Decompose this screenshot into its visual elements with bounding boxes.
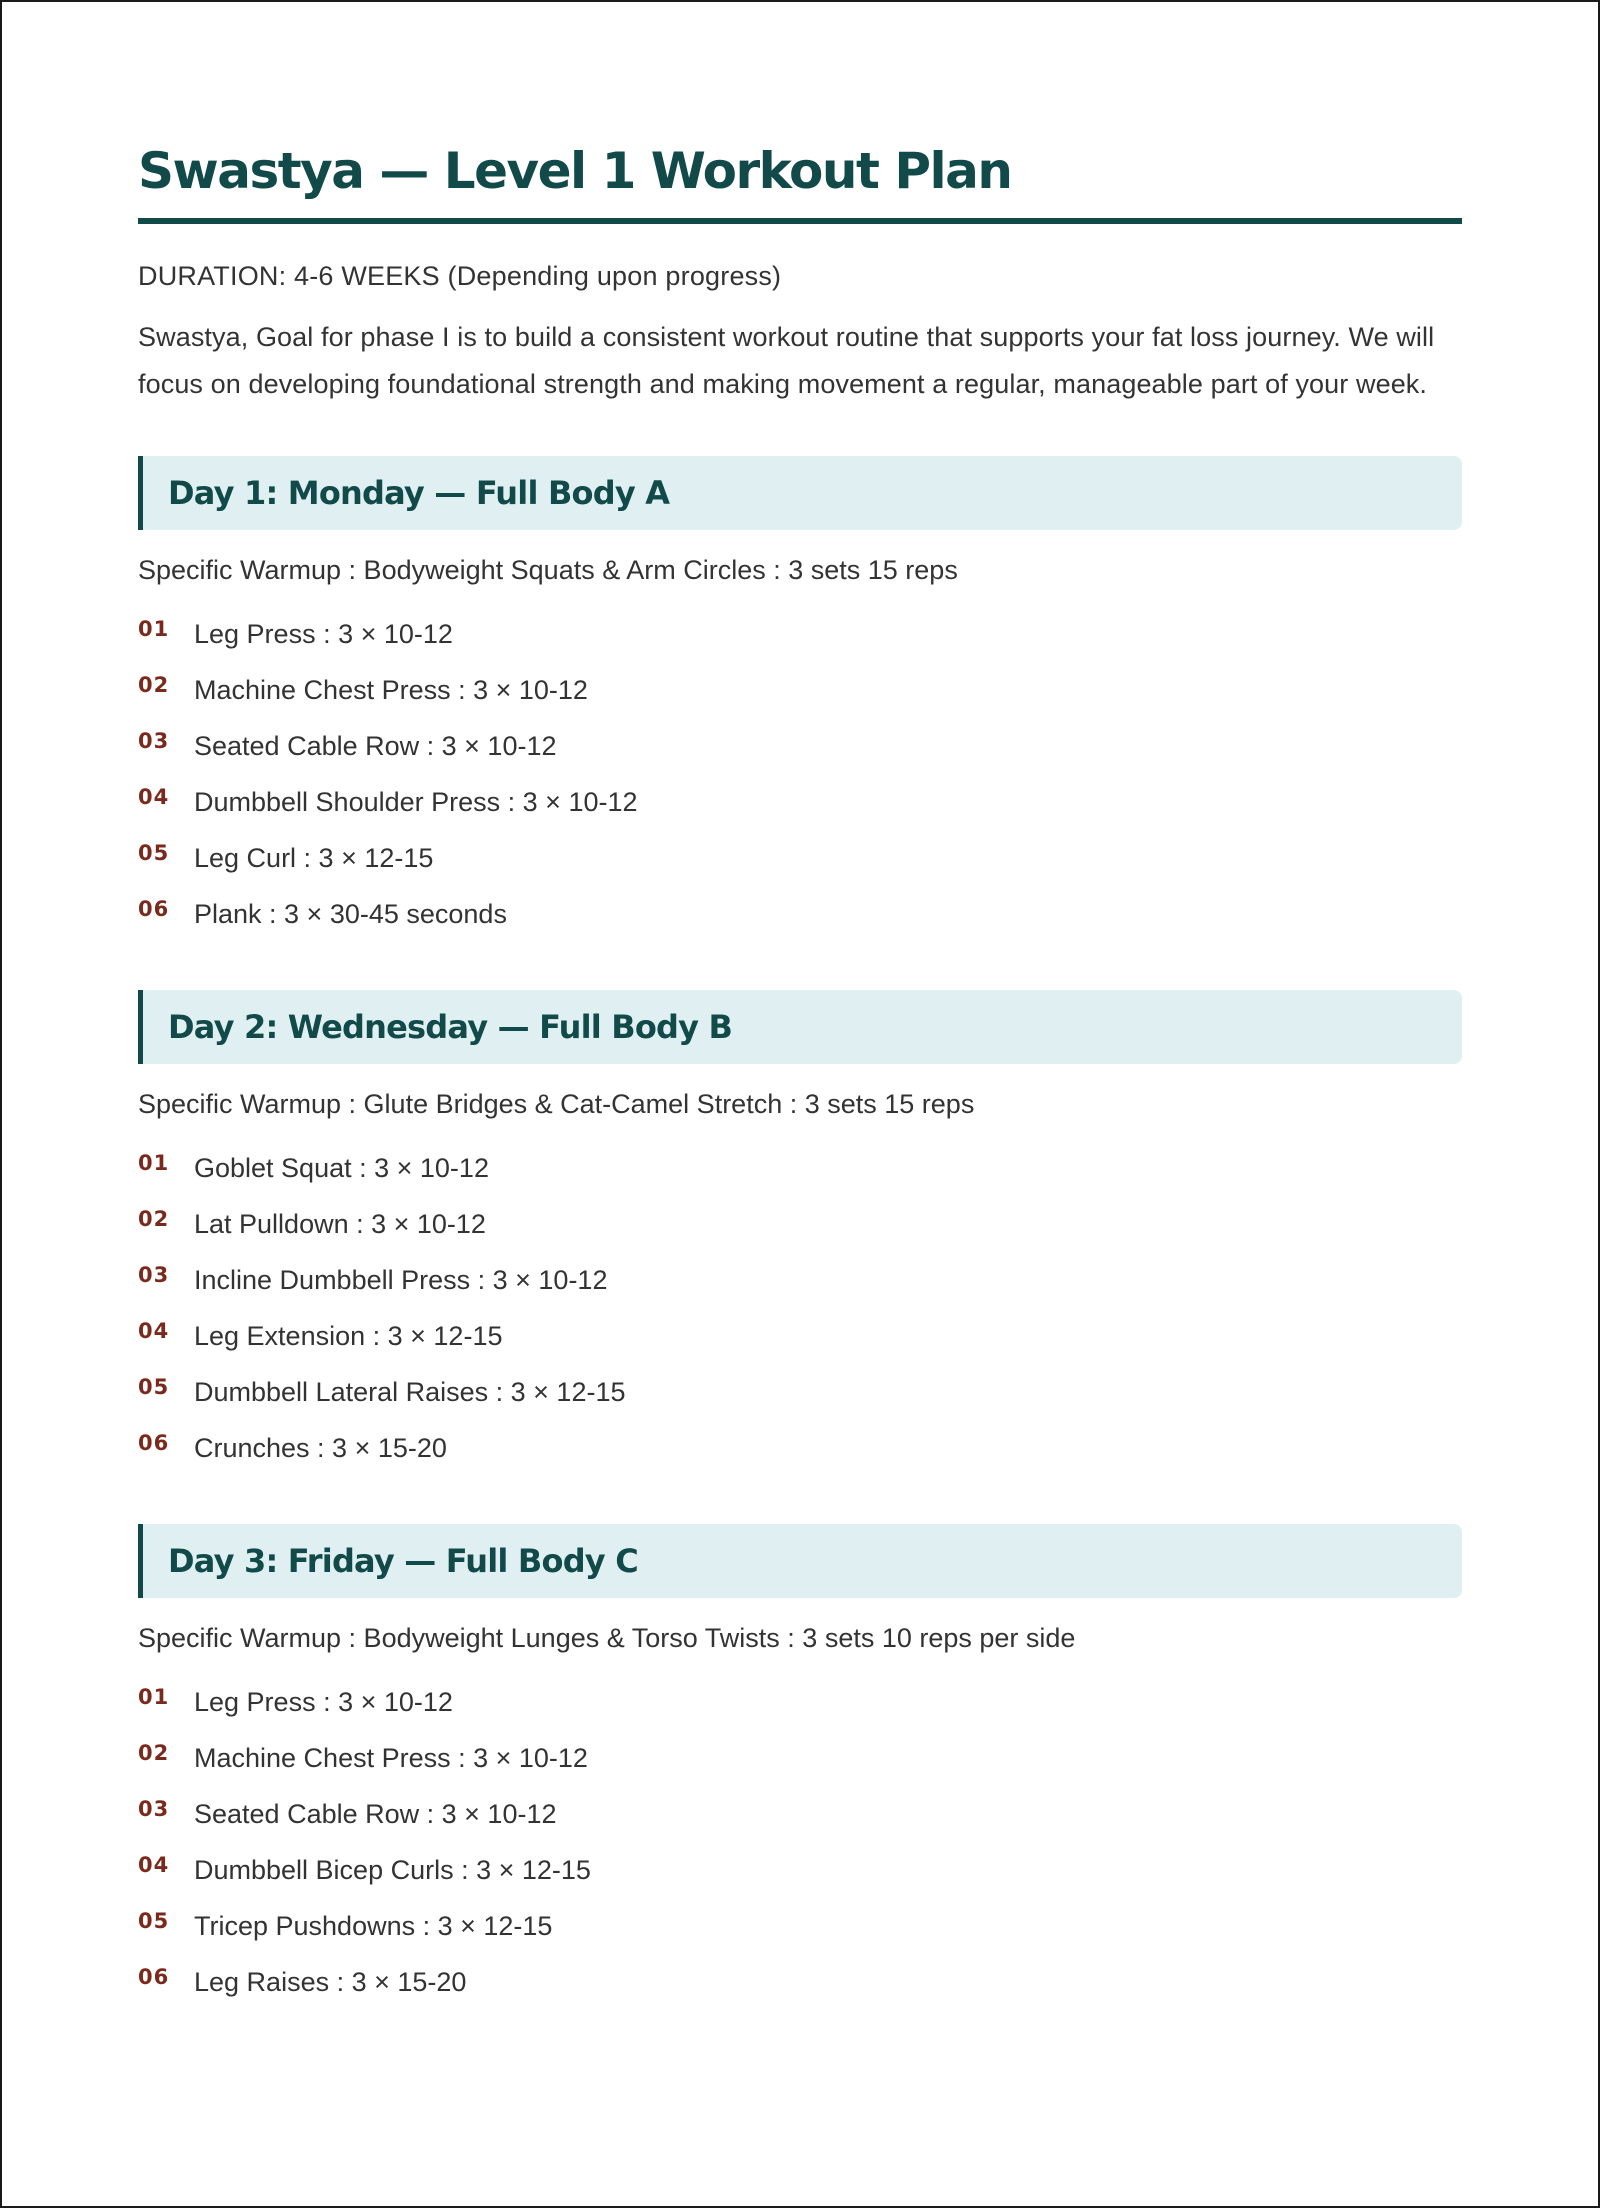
exercise-text: Tricep Pushdowns : 3 × 12-15 bbox=[194, 1910, 553, 1941]
document-content bbox=[138, 130, 1462, 2010]
exercise-number: 01 bbox=[138, 1685, 170, 1709]
exercise-text: Plank : 3 × 30-45 seconds bbox=[194, 898, 507, 929]
exercise-item bbox=[138, 718, 1462, 774]
exercise-number: 05 bbox=[138, 841, 170, 865]
exercise-number: 03 bbox=[138, 729, 170, 753]
exercise-number: 04 bbox=[138, 1853, 170, 1877]
exercise-text: Leg Curl : 3 × 12-15 bbox=[194, 842, 434, 873]
exercise-number: 06 bbox=[138, 1431, 170, 1455]
day-section-1 bbox=[138, 456, 1462, 942]
exercise-text: Seated Cable Row : 3 × 10-12 bbox=[194, 730, 557, 761]
warmup-text: Specific Warmup : Glute Bridges & Cat-Camel Stretch : 3 sets 15 reps bbox=[138, 1089, 975, 1119]
day-header bbox=[138, 990, 1462, 1064]
exercise-item bbox=[138, 1420, 1462, 1476]
exercise-item bbox=[138, 1674, 1462, 1730]
exercise-text: Leg Press : 3 × 10-12 bbox=[194, 618, 453, 649]
intro-paragraph: Swastya, Goal for phase I is to build a consistent workout routine that supports your fat loss journey. We will focus on developing foundational strength and making movement a regular, manageable part of your week. bbox=[138, 322, 1435, 399]
exercise-list bbox=[138, 606, 1462, 942]
page-title: Swastya — Level 1 Workout Plan bbox=[138, 142, 1012, 200]
duration-text: DURATION: 4-6 WEEKS (Depending upon progress) bbox=[138, 261, 782, 291]
exercise-item bbox=[138, 1252, 1462, 1308]
exercise-text: Dumbbell Bicep Curls : 3 × 12-15 bbox=[194, 1854, 591, 1885]
exercise-number: 02 bbox=[138, 1741, 170, 1765]
exercise-item bbox=[138, 830, 1462, 886]
exercise-text: Dumbbell Lateral Raises : 3 × 12-15 bbox=[194, 1376, 626, 1407]
exercise-number: 06 bbox=[138, 897, 170, 921]
exercise-item bbox=[138, 1842, 1462, 1898]
exercise-text: Leg Extension : 3 × 12-15 bbox=[194, 1320, 503, 1351]
exercise-number: 06 bbox=[138, 1965, 170, 1989]
exercise-item bbox=[138, 606, 1462, 662]
exercise-text: Goblet Squat : 3 × 10-12 bbox=[194, 1152, 489, 1183]
exercise-number: 04 bbox=[138, 1319, 170, 1343]
day-section-2 bbox=[138, 990, 1462, 1476]
exercise-text: Seated Cable Row : 3 × 10-12 bbox=[194, 1798, 557, 1829]
exercise-number: 01 bbox=[138, 617, 170, 641]
exercise-item bbox=[138, 1308, 1462, 1364]
exercise-item bbox=[138, 662, 1462, 718]
exercise-text: Crunches : 3 × 15-20 bbox=[194, 1432, 447, 1463]
day-title: Day 3: Friday — Full Body C bbox=[168, 1542, 638, 1580]
exercise-text: Lat Pulldown : 3 × 10-12 bbox=[194, 1208, 486, 1239]
exercise-item bbox=[138, 886, 1462, 942]
warmup-text: Specific Warmup : Bodyweight Squats & Arm Circles : 3 sets 15 reps bbox=[138, 555, 958, 585]
exercise-item bbox=[138, 1196, 1462, 1252]
exercise-text: Machine Chest Press : 3 × 10-12 bbox=[194, 1742, 588, 1773]
exercise-item bbox=[138, 1898, 1462, 1954]
exercise-number: 03 bbox=[138, 1263, 170, 1287]
exercise-text: Leg Raises : 3 × 15-20 bbox=[194, 1966, 467, 1997]
day-header bbox=[138, 1524, 1462, 1598]
exercise-number: 04 bbox=[138, 785, 170, 809]
exercise-number: 05 bbox=[138, 1909, 170, 1933]
exercise-number: 01 bbox=[138, 1151, 170, 1175]
exercise-text: Machine Chest Press : 3 × 10-12 bbox=[194, 674, 588, 705]
day-section-3 bbox=[138, 1524, 1462, 2010]
title-divider bbox=[138, 218, 1462, 224]
day-header bbox=[138, 456, 1462, 530]
exercise-item bbox=[138, 1364, 1462, 1420]
exercise-list bbox=[138, 1140, 1462, 1476]
exercise-number: 03 bbox=[138, 1797, 170, 1821]
exercise-list bbox=[138, 1674, 1462, 2010]
exercise-number: 02 bbox=[138, 673, 170, 697]
day-title: Day 2: Wednesday — Full Body B bbox=[168, 1008, 733, 1046]
exercise-item bbox=[138, 1730, 1462, 1786]
exercise-item bbox=[138, 774, 1462, 830]
exercise-item bbox=[138, 1786, 1462, 1842]
warmup-text: Specific Warmup : Bodyweight Lunges & Torso Twists : 3 sets 10 reps per side bbox=[138, 1623, 1076, 1653]
exercise-text: Incline Dumbbell Press : 3 × 10-12 bbox=[194, 1264, 608, 1295]
exercise-item bbox=[138, 1140, 1462, 1196]
exercise-item bbox=[138, 1954, 1462, 2010]
exercise-text: Leg Press : 3 × 10-12 bbox=[194, 1686, 453, 1717]
exercise-text: Dumbbell Shoulder Press : 3 × 10-12 bbox=[194, 786, 638, 817]
exercise-number: 02 bbox=[138, 1207, 170, 1231]
exercise-number: 05 bbox=[138, 1375, 170, 1399]
day-title: Day 1: Monday — Full Body A bbox=[168, 474, 670, 512]
